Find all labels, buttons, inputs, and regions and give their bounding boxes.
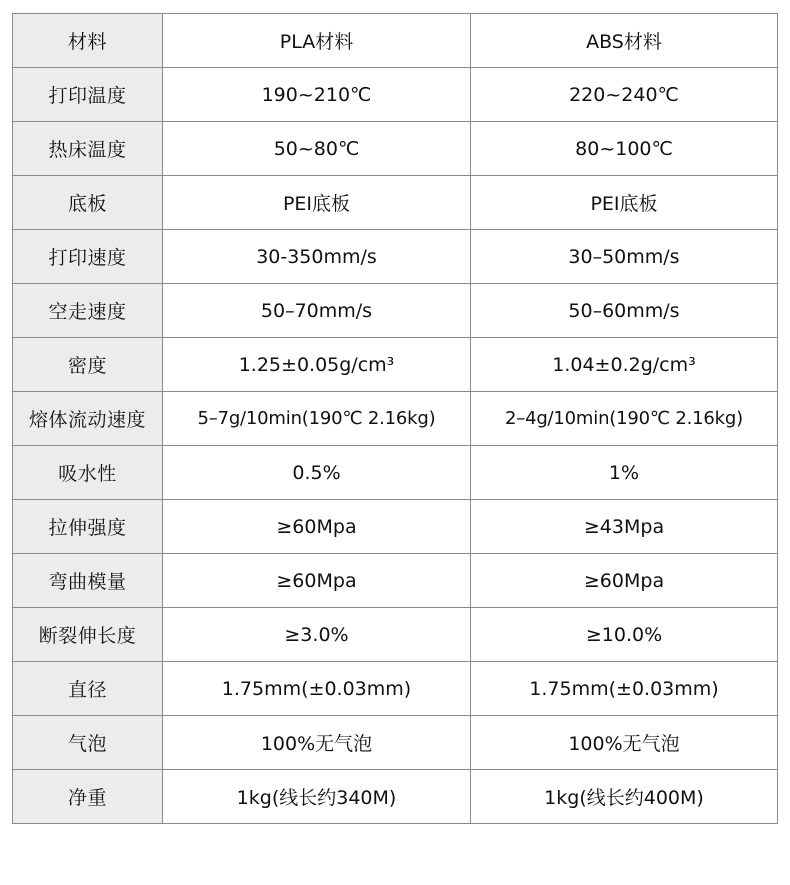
row-label: 吸水性	[13, 446, 163, 500]
table-row	[13, 230, 778, 284]
pla-value: ≥60Mpa	[163, 554, 471, 608]
pla-value: 1.25±0.05g/cm³	[163, 338, 471, 392]
abs-value: 220~240℃	[471, 68, 778, 122]
abs-value: 1.04±0.2g/cm³	[471, 338, 778, 392]
abs-value: PEI底板	[471, 176, 778, 230]
table-row	[13, 176, 778, 230]
table-row	[13, 662, 778, 716]
row-label: 熔体流动速度	[13, 392, 163, 446]
row-label: 气泡	[13, 716, 163, 770]
table-row	[13, 716, 778, 770]
pla-value: 0.5%	[163, 446, 471, 500]
table-row	[13, 392, 778, 446]
abs-value: 1.75mm(±0.03mm)	[471, 662, 778, 716]
header-label-cell: 材料	[13, 14, 163, 68]
pla-value: ≥60Mpa	[163, 500, 471, 554]
pla-value: 1kg(线长约340M)	[163, 770, 471, 824]
table-row	[13, 608, 778, 662]
abs-value: 1%	[471, 446, 778, 500]
header-abs-cell: ABS材料	[471, 14, 778, 68]
table-row	[13, 68, 778, 122]
abs-value: ≥60Mpa	[471, 554, 778, 608]
header-pla-cell: PLA材料	[163, 14, 471, 68]
pla-value: 100%无气泡	[163, 716, 471, 770]
abs-value: 80~100℃	[471, 122, 778, 176]
abs-value: 30–50mm/s	[471, 230, 778, 284]
abs-value: 2–4g/10min(190℃ 2.16kg)	[471, 392, 778, 446]
row-label: 热床温度	[13, 122, 163, 176]
row-label: 打印速度	[13, 230, 163, 284]
abs-value: 100%无气泡	[471, 716, 778, 770]
pla-value: 190~210℃	[163, 68, 471, 122]
row-label: 弯曲模量	[13, 554, 163, 608]
pla-value: 30-350mm/s	[163, 230, 471, 284]
row-label: 密度	[13, 338, 163, 392]
row-label: 空走速度	[13, 284, 163, 338]
table-row	[13, 122, 778, 176]
table-row	[13, 500, 778, 554]
material-spec-table	[12, 13, 778, 824]
pla-value: 5–7g/10min(190℃ 2.16kg)	[163, 392, 471, 446]
pla-value: PEI底板	[163, 176, 471, 230]
table-row	[13, 446, 778, 500]
row-label: 拉伸强度	[13, 500, 163, 554]
row-label: 断裂伸长度	[13, 608, 163, 662]
table-row	[13, 338, 778, 392]
row-label: 打印温度	[13, 68, 163, 122]
row-label: 直径	[13, 662, 163, 716]
pla-value: 50~80℃	[163, 122, 471, 176]
row-label: 底板	[13, 176, 163, 230]
abs-value: ≥10.0%	[471, 608, 778, 662]
table-row	[13, 770, 778, 824]
pla-value: ≥3.0%	[163, 608, 471, 662]
abs-value: 50–60mm/s	[471, 284, 778, 338]
table-row	[13, 554, 778, 608]
pla-value: 1.75mm(±0.03mm)	[163, 662, 471, 716]
abs-value: 1kg(线长约400M)	[471, 770, 778, 824]
abs-value: ≥43Mpa	[471, 500, 778, 554]
row-label: 净重	[13, 770, 163, 824]
pla-value: 50–70mm/s	[163, 284, 471, 338]
table-row	[13, 284, 778, 338]
table-header-row	[13, 14, 778, 68]
